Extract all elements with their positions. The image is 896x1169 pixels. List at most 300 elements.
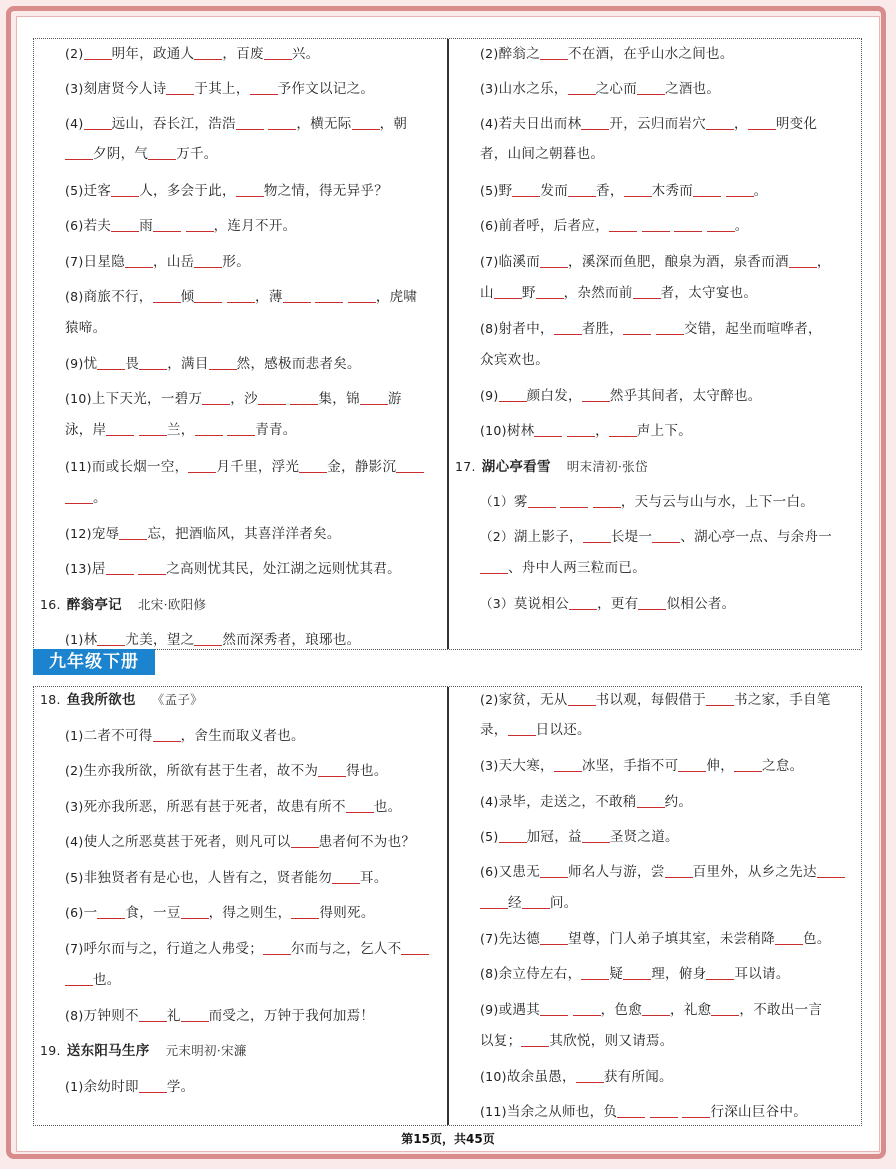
exercise-line	[65, 868, 441, 888]
exercise-line	[65, 970, 441, 990]
exercise-line	[480, 1067, 857, 1087]
fill-blank[interactable]	[181, 904, 209, 919]
line-text: 迁客	[83, 183, 112, 199]
item-number: (10)	[480, 423, 507, 438]
exercise-line	[65, 216, 441, 236]
fill-blank[interactable]	[583, 528, 611, 543]
item-number: (10)	[480, 1069, 507, 1084]
line-text: 射者中，	[498, 321, 554, 337]
fill-blank[interactable]	[554, 320, 582, 335]
line-text: ，薄	[255, 289, 283, 305]
line-text: ，连月不开。	[213, 218, 297, 234]
exercise-line	[65, 726, 441, 746]
fill-blank[interactable]	[139, 1007, 167, 1022]
item-number: (5)	[480, 829, 499, 844]
line-text: 非独贤者有是心也，人皆有之，贤者能勿	[83, 870, 333, 886]
line-text: 尤美，望之	[125, 632, 195, 648]
fill-blank[interactable]	[633, 284, 661, 299]
fill-blank[interactable]	[315, 288, 343, 303]
text-title: 鱼我所欲也	[66, 692, 136, 707]
fill-blank[interactable]	[540, 863, 568, 878]
item-number: (13)	[65, 561, 92, 576]
line-text: 居	[91, 561, 106, 577]
fill-blank[interactable]	[650, 1103, 678, 1118]
fill-blank[interactable]	[352, 115, 380, 130]
fill-blank[interactable]	[674, 217, 702, 232]
exercise-line	[65, 389, 441, 409]
line-text: 于其上，	[194, 81, 250, 97]
exercise-line	[480, 893, 857, 913]
exercise-line	[65, 903, 441, 923]
fill-blank[interactable]	[106, 560, 134, 575]
exercise-line	[65, 1006, 441, 1026]
fill-blank[interactable]	[139, 1078, 167, 1093]
fill-blank[interactable]	[290, 390, 318, 405]
line-text: 刻唐贤今人诗	[83, 81, 167, 97]
line-text: 畏	[125, 356, 140, 372]
item-number: (5)	[65, 183, 84, 198]
section-heading	[40, 690, 441, 710]
fill-blank[interactable]	[65, 971, 93, 986]
fill-blank[interactable]	[582, 828, 610, 843]
exercise-line	[65, 44, 441, 64]
fill-blank[interactable]	[540, 930, 568, 945]
fill-blank[interactable]	[125, 253, 153, 268]
exercise-line	[480, 492, 857, 512]
fill-blank[interactable]	[540, 253, 568, 268]
fill-blank[interactable]	[775, 930, 803, 945]
line-text: 明变化	[775, 116, 818, 132]
line-text: 天大寒，	[498, 758, 554, 774]
line-text: 予作文以记之。	[277, 81, 375, 97]
item-number: (5)	[65, 870, 84, 885]
fill-blank[interactable]	[609, 217, 637, 232]
item-number: (11)	[65, 459, 92, 474]
fill-blank[interactable]	[194, 288, 222, 303]
exercise-line	[65, 420, 441, 440]
item-number: (9)	[65, 356, 84, 371]
item-number: (6)	[480, 864, 499, 879]
fill-blank[interactable]	[480, 894, 508, 909]
item-number: (3)	[480, 81, 499, 96]
fill-blank[interactable]	[617, 1103, 645, 1118]
fill-blank[interactable]	[194, 45, 222, 60]
fill-blank[interactable]	[181, 1007, 209, 1022]
fill-blank[interactable]	[299, 458, 327, 473]
line-text: 开，云归而岩穴	[609, 116, 707, 132]
line-text: ，更有	[597, 596, 639, 612]
line-text: 故余虽愚，	[506, 1069, 576, 1085]
line-text: 书之家，手自笔	[734, 692, 831, 708]
item-number: (3)	[65, 81, 84, 96]
fill-blank[interactable]	[624, 182, 652, 197]
fill-blank[interactable]	[119, 525, 147, 540]
fill-blank[interactable]	[656, 320, 684, 335]
fill-blank[interactable]	[817, 863, 845, 878]
fill-blank[interactable]	[706, 115, 734, 130]
item-number: (6)	[480, 218, 499, 233]
fill-blank[interactable]	[236, 115, 264, 130]
text-title: 送东阳马生序	[66, 1043, 150, 1058]
fill-blank[interactable]	[227, 421, 255, 436]
item-number: (11)	[480, 1104, 507, 1119]
item-number: （3）	[480, 596, 514, 611]
line-text: 忘，把酒临风，其喜洋洋者矣。	[147, 526, 341, 542]
line-text: 野	[498, 183, 513, 199]
item-number: (2)	[480, 692, 499, 707]
line-text: 。	[93, 490, 107, 506]
line-text: 山	[480, 285, 494, 301]
fill-blank[interactable]	[148, 145, 176, 160]
fill-blank[interactable]	[97, 355, 125, 370]
line-text: ，天与云与山与水，上下一白。	[620, 494, 815, 510]
line-text: 颜白发，	[526, 388, 582, 404]
line-text: 食，一豆	[125, 905, 181, 921]
fill-blank[interactable]	[711, 1001, 739, 1016]
text-author: 《孟子》	[151, 692, 203, 707]
fill-blank[interactable]	[318, 762, 346, 777]
line-text: 物之情，得无异乎？	[263, 183, 389, 199]
fill-blank[interactable]	[291, 904, 319, 919]
line-text: 若夫日出而林	[498, 116, 582, 132]
exercise-line	[65, 79, 441, 99]
line-text: 冰坚，手指不可	[581, 758, 679, 774]
fill-blank[interactable]	[227, 288, 255, 303]
fill-blank[interactable]	[576, 1068, 604, 1083]
fill-blank[interactable]	[540, 1001, 568, 1016]
item-number: (8)	[480, 966, 499, 981]
fill-blank[interactable]	[609, 422, 637, 437]
exercise-line	[480, 792, 857, 812]
line-text: 行深山巨谷中。	[710, 1104, 808, 1120]
item-number: (3)	[480, 758, 499, 773]
fill-blank[interactable]	[111, 182, 139, 197]
exercise-line	[65, 832, 441, 852]
line-text: 耳以请。	[734, 966, 790, 982]
item-number: (7)	[480, 931, 499, 946]
line-text: 耳。	[360, 870, 388, 886]
fill-blank[interactable]	[623, 965, 651, 980]
fill-blank[interactable]	[202, 390, 230, 405]
line-text: ，不敢出一言	[739, 1002, 823, 1018]
line-text: 湖上影子，	[513, 529, 583, 545]
fill-blank[interactable]	[642, 1001, 670, 1016]
line-text: 众宾欢也。	[480, 352, 549, 368]
fill-blank[interactable]	[540, 45, 568, 60]
line-text: 家贫，无从	[498, 692, 568, 708]
line-text: 礼	[166, 1008, 181, 1024]
line-text: 林	[83, 632, 98, 648]
fill-blank[interactable]	[332, 869, 360, 884]
fill-blank[interactable]	[268, 115, 296, 130]
fill-blank[interactable]	[106, 421, 134, 436]
fill-blank[interactable]	[567, 422, 595, 437]
exercise-line	[65, 797, 441, 817]
line-text: 交错，起坐而喧哗者，	[683, 321, 822, 337]
fill-blank[interactable]	[522, 894, 550, 909]
fill-blank[interactable]	[194, 253, 222, 268]
text-title: 醉翁亭记	[66, 597, 122, 612]
fill-blank[interactable]	[581, 115, 609, 130]
fill-blank[interactable]	[734, 757, 762, 772]
fill-blank[interactable]	[508, 721, 536, 736]
line-text: 日星隐	[83, 254, 126, 270]
line-text: ，舍生而取义者也。	[180, 728, 305, 744]
fill-blank[interactable]	[153, 217, 181, 232]
fill-blank[interactable]	[348, 288, 376, 303]
fill-blank[interactable]	[65, 489, 93, 504]
exercise-line	[480, 756, 857, 776]
line-text: 录，	[480, 722, 508, 738]
exercise-line	[480, 421, 857, 441]
item-number: (2)	[65, 46, 84, 61]
fill-blank[interactable]	[682, 1103, 710, 1118]
line-text: 然而深秀者，琅琊也。	[222, 632, 361, 648]
fill-blank[interactable]	[283, 288, 311, 303]
item-number: (4)	[65, 116, 84, 131]
fill-blank[interactable]	[568, 80, 596, 95]
item-number: (7)	[480, 254, 499, 269]
line-text: 得则死。	[319, 905, 375, 921]
exercise-line	[65, 181, 441, 201]
text-author: 元末明初·宋濂	[165, 1043, 247, 1058]
fill-blank[interactable]	[623, 320, 651, 335]
line-text: 者胜，	[581, 321, 624, 337]
fill-blank[interactable]	[582, 387, 610, 402]
section-heading	[40, 595, 441, 615]
line-text: 泳，岸	[65, 422, 107, 438]
line-text: 又患无	[498, 864, 541, 880]
fill-blank[interactable]	[139, 355, 167, 370]
line-text: 加冠，益	[526, 829, 582, 845]
fill-blank[interactable]	[138, 560, 166, 575]
line-text: 兴。	[291, 46, 320, 62]
fill-blank[interactable]	[678, 757, 706, 772]
lower-panel	[33, 686, 862, 1126]
line-text: ，百废	[222, 46, 264, 62]
line-text: ，满目	[167, 356, 209, 372]
exercise-line	[480, 350, 857, 370]
item-number: (4)	[480, 116, 499, 131]
fill-blank[interactable]	[291, 833, 319, 848]
fill-blank[interactable]	[263, 940, 291, 955]
fill-blank[interactable]	[536, 284, 564, 299]
line-text: ，横无际	[296, 116, 352, 132]
line-text: ，	[816, 254, 831, 270]
line-text: 商旅不行，	[83, 289, 153, 305]
fill-blank[interactable]	[195, 421, 223, 436]
item-number: (1)	[65, 728, 84, 743]
line-text: 若夫	[83, 218, 112, 234]
fill-blank[interactable]	[748, 115, 776, 130]
fill-blank[interactable]	[637, 80, 665, 95]
exercise-line	[65, 524, 441, 544]
fill-blank[interactable]	[652, 528, 680, 543]
fill-blank[interactable]	[111, 217, 139, 232]
item-number: 19.	[40, 1043, 61, 1058]
fill-blank[interactable]	[789, 253, 817, 268]
item-number: (1)	[65, 632, 84, 647]
fill-blank[interactable]	[401, 940, 429, 955]
line-text: 临溪而	[498, 254, 541, 270]
line-text: 以复；	[480, 1033, 522, 1049]
fill-blank[interactable]	[97, 631, 125, 646]
line-text: 而受之，万钟于我何加焉！	[208, 1008, 375, 1024]
line-text: 前者呼，后者应，	[498, 218, 610, 234]
exercise-line	[480, 79, 857, 99]
line-text: 或遇其	[498, 1002, 541, 1018]
exercise-line	[480, 527, 857, 547]
fill-blank[interactable]	[153, 288, 181, 303]
exercise-line	[480, 114, 857, 134]
fill-blank[interactable]	[209, 355, 237, 370]
item-number: (10)	[65, 391, 92, 406]
line-text: 倾	[180, 289, 195, 305]
line-text: ，	[595, 423, 609, 439]
column-divider	[447, 687, 449, 1125]
fill-blank[interactable]	[236, 182, 264, 197]
fill-blank[interactable]	[499, 828, 527, 843]
line-text: ，色愈	[600, 1002, 643, 1018]
line-text: 、湖心亭一点、与余舟一	[680, 529, 833, 545]
item-number: (4)	[65, 834, 84, 849]
fill-blank[interactable]	[534, 422, 562, 437]
line-text: 然乎其间者，太守醉也。	[609, 388, 762, 404]
line-text: 万千。	[176, 146, 218, 162]
fill-blank[interactable]	[726, 182, 754, 197]
fill-blank[interactable]	[494, 284, 522, 299]
line-text: 之怠。	[762, 758, 804, 774]
fill-blank[interactable]	[528, 493, 556, 508]
fill-blank[interactable]	[250, 80, 278, 95]
fill-blank[interactable]	[521, 1032, 549, 1047]
item-number: (7)	[65, 941, 84, 956]
fill-blank[interactable]	[139, 421, 167, 436]
item-number: (4)	[480, 794, 499, 809]
fill-blank[interactable]	[360, 390, 388, 405]
item-number: (5)	[480, 183, 499, 198]
line-text: 木秀而	[651, 183, 694, 199]
line-text: 然，感极而悲者矣。	[236, 356, 361, 372]
item-number: （2）	[480, 529, 514, 544]
exercise-line	[480, 216, 857, 236]
text-author: 明末清初·张岱	[566, 459, 648, 474]
line-text: 生亦我所欲，所欲有甚于生者，故不为	[83, 763, 319, 779]
line-text: 游	[387, 391, 402, 407]
fill-blank[interactable]	[480, 559, 508, 574]
line-text: 树林	[506, 423, 535, 439]
line-text: ，	[734, 116, 748, 132]
fill-blank[interactable]	[560, 493, 588, 508]
fill-blank[interactable]	[581, 965, 609, 980]
fill-blank[interactable]	[84, 45, 112, 60]
exercise-line	[480, 1031, 857, 1051]
fill-blank[interactable]	[637, 793, 665, 808]
item-number: (8)	[65, 1008, 84, 1023]
exercise-line	[65, 761, 441, 781]
fill-blank[interactable]	[707, 217, 735, 232]
item-number: 17.	[455, 459, 476, 474]
line-text: 雨	[139, 218, 154, 234]
exercise-line	[65, 1077, 441, 1097]
line-text: 金，静影沉	[327, 459, 397, 475]
line-text: 获有所闻。	[603, 1069, 673, 1085]
fill-blank[interactable]	[186, 217, 214, 232]
line-text: 香，	[596, 183, 624, 199]
fill-blank[interactable]	[569, 595, 597, 610]
exercise-line	[480, 720, 857, 740]
fill-blank[interactable]	[693, 182, 721, 197]
exercise-line	[65, 457, 441, 477]
fill-blank[interactable]	[554, 757, 582, 772]
fill-blank[interactable]	[166, 80, 194, 95]
fill-blank[interactable]	[568, 691, 596, 706]
fill-blank[interactable]	[706, 691, 734, 706]
fill-blank[interactable]	[665, 863, 693, 878]
fill-blank[interactable]	[568, 182, 596, 197]
fill-blank[interactable]	[593, 493, 621, 508]
fill-blank[interactable]	[638, 595, 666, 610]
fill-blank[interactable]	[642, 217, 670, 232]
line-text: 。	[753, 183, 768, 199]
line-text: 当余之从师也，负	[506, 1104, 618, 1120]
fill-blank[interactable]	[499, 387, 527, 402]
exercise-line	[65, 488, 441, 508]
line-text: 月千里，浮光	[216, 459, 300, 475]
exercise-line	[65, 252, 441, 272]
fill-blank[interactable]	[97, 904, 125, 919]
fill-blank[interactable]	[706, 965, 734, 980]
exercise-line	[480, 252, 857, 272]
fill-blank[interactable]	[573, 1001, 601, 1016]
item-number: （1）	[480, 494, 514, 509]
exercise-line	[480, 1000, 857, 1020]
line-text: 雾	[513, 494, 528, 510]
page-number: 第15页，共45页	[401, 1132, 495, 1146]
fill-blank[interactable]	[258, 390, 286, 405]
line-text: 莫说相公	[513, 596, 570, 612]
line-text: 色。	[803, 931, 831, 947]
fill-blank[interactable]	[84, 115, 112, 130]
line-text: 宠辱	[91, 526, 120, 542]
item-number: (3)	[65, 799, 84, 814]
exercise-line	[480, 44, 857, 64]
fill-blank[interactable]	[346, 798, 374, 813]
item-number: (6)	[65, 218, 84, 233]
line-text: ，杂然而前	[563, 285, 633, 301]
line-text: 死亦我所恶，所恶有甚于死者，故患有所不	[83, 799, 346, 815]
line-text: ，山岳	[153, 254, 195, 270]
item-number: (12)	[65, 526, 92, 541]
line-text: 望尊，门人弟子填其室，未尝稍降	[568, 931, 776, 947]
exercise-line	[65, 287, 441, 307]
fill-blank[interactable]	[396, 458, 424, 473]
line-text: 兰，	[167, 422, 195, 438]
fill-blank[interactable]	[264, 45, 292, 60]
exercise-line	[480, 690, 857, 710]
fill-blank[interactable]	[153, 727, 181, 742]
fill-blank[interactable]	[65, 145, 93, 160]
fill-blank[interactable]	[194, 631, 222, 646]
text-author: 北宋·欧阳修	[137, 597, 207, 612]
fill-blank[interactable]	[188, 458, 216, 473]
line-text: 患者何不为也？	[318, 834, 416, 850]
line-text: 之高则忧其民，处江湖之远则忧其君。	[166, 561, 401, 577]
exercise-line	[65, 939, 441, 959]
text-title: 湖心亭看雪	[481, 459, 551, 474]
fill-blank[interactable]	[512, 182, 540, 197]
line-text: 约。	[664, 794, 693, 810]
